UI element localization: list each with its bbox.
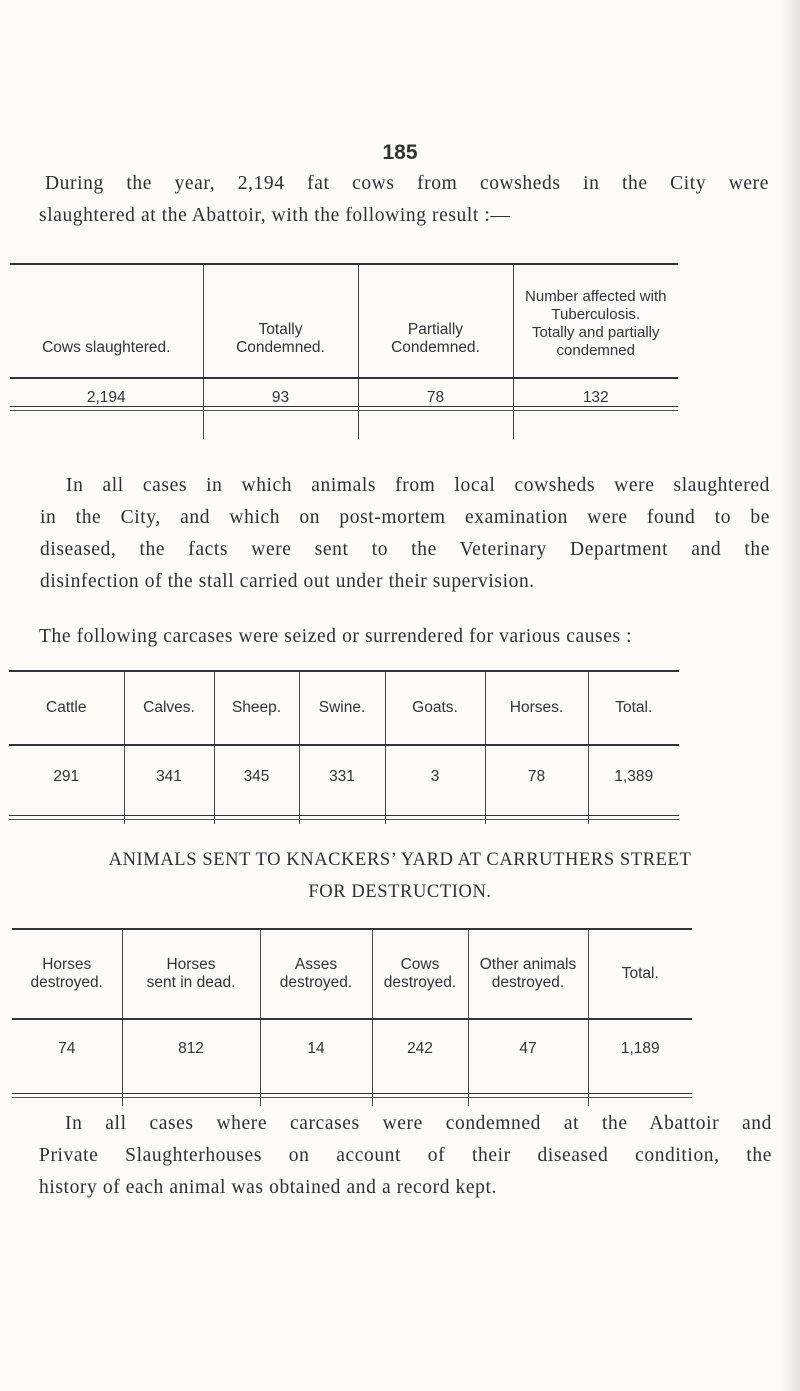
header-cows-slaughtered: Cows slaughtered. <box>42 339 171 356</box>
para4-line-3: history of each animal was obtained and a record kept. <box>39 1177 497 1198</box>
table3-header-cell: Horses destroyed. <box>12 930 122 1019</box>
table3-cell: 812 <box>122 1019 260 1106</box>
table3-header-cell: Cows destroyed. <box>372 930 468 1019</box>
table2-bottom-rule <box>9 815 679 816</box>
knackers-heading-line-2: FOR DESTRUCTION. <box>308 882 492 902</box>
table2-bottom-rule-2 <box>9 819 679 820</box>
table1-bottom-rule-2 <box>10 410 678 411</box>
header-partially-condemned: Partially Condemned. <box>391 321 480 356</box>
abattoir-paragraph <box>39 1108 772 1204</box>
table1-cell: 132 <box>513 378 678 439</box>
table1-header-cell <box>203 265 358 378</box>
table2-cell: 3 <box>385 745 485 824</box>
table2-cell: 341 <box>124 745 214 824</box>
table3-header-cell: Horses sent in dead. <box>122 930 260 1019</box>
table3-header-cell: Other animals destroyed. <box>468 930 588 1019</box>
intro-paragraph <box>39 168 769 232</box>
table3-bottom-rule-2 <box>12 1097 692 1098</box>
table3-bottom-rule <box>12 1093 692 1094</box>
knackers-heading-line-1: ANIMALS SENT TO KNACKERS’ YARD AT CARRUTHERS STREET <box>108 850 692 870</box>
table2-header-cell: Horses. <box>485 672 588 745</box>
para2-line-2: in the City, and which on post-mortem examination were found to be <box>40 507 770 528</box>
table-row <box>10 378 678 439</box>
table2-header-cell: Swine. <box>299 672 385 745</box>
table2-header-cell: Sheep. <box>214 672 299 745</box>
table3-header-row <box>12 930 692 1019</box>
para2-line-1: In all cases in which animals from local cowsheds were slaughtered <box>66 475 770 496</box>
table1-header-cell <box>358 265 513 378</box>
table3-cell: 242 <box>372 1019 468 1106</box>
cows-slaughtered-table <box>10 265 678 439</box>
cowshed-paragraph <box>40 470 770 598</box>
table-row <box>9 745 679 824</box>
para4-line-1: In all cases where carcases were condemned at the Abattoir and <box>65 1113 772 1134</box>
table1-cell: 78 <box>358 378 513 439</box>
knackers-yard-table <box>12 930 692 1106</box>
table1-bottom-rule <box>10 406 678 407</box>
table3-cell: 1,189 <box>588 1019 692 1106</box>
table2-cell: 345 <box>214 745 299 824</box>
page-number: 185 <box>382 141 418 164</box>
table3-cell: 14 <box>260 1019 372 1106</box>
carcases-intro <box>39 621 779 653</box>
intro-line-2: slaughtered at the Abattoir, with the following result :— <box>39 205 511 226</box>
table2-cell: 291 <box>53 768 80 785</box>
header-tuberculosis: Number affected with Tuberculosis. Totally and partially condemned <box>525 288 667 359</box>
table1-cell: 2,194 <box>86 389 126 406</box>
para3-line: The following carcases were seized or surrendered for various causes : <box>39 626 633 647</box>
table1-header-cell <box>513 265 678 378</box>
table3-cell: 47 <box>468 1019 588 1106</box>
table3-cell: 74 <box>58 1040 76 1057</box>
table2-cell: 331 <box>299 745 385 824</box>
table2-cell: 78 <box>485 745 588 824</box>
table2-header-row <box>9 672 679 745</box>
carcases-seized-table <box>9 672 679 824</box>
table1-header-cell <box>10 265 203 378</box>
table2-header-cell: Calves. <box>124 672 214 745</box>
table2-cell: 1,389 <box>588 745 679 824</box>
table1-header-row <box>10 265 678 378</box>
table3-header-cell: Total. <box>588 930 692 1019</box>
header-totally-condemned: Totally Condemned. <box>236 321 325 356</box>
table2-header-cell: Goats. <box>385 672 485 745</box>
table2-header-cell: Cattle <box>9 672 124 745</box>
para4-line-2: Private Slaughterhouses on account of their diseased condition, the <box>39 1145 772 1166</box>
page-edge-shadow <box>782 0 800 1391</box>
table2-header-cell: Total. <box>588 672 679 745</box>
table1-cell: 93 <box>203 378 358 439</box>
para2-line-4: disinfection of the stall carried out under their supervision. <box>40 571 535 592</box>
para2-line-3: diseased, the facts were sent to the Veterinary Department and the <box>40 539 770 560</box>
intro-line-1: During the year, 2,194 fat cows from cowsheds in the City were <box>45 173 769 194</box>
table3-header-cell: Asses destroyed. <box>260 930 372 1019</box>
